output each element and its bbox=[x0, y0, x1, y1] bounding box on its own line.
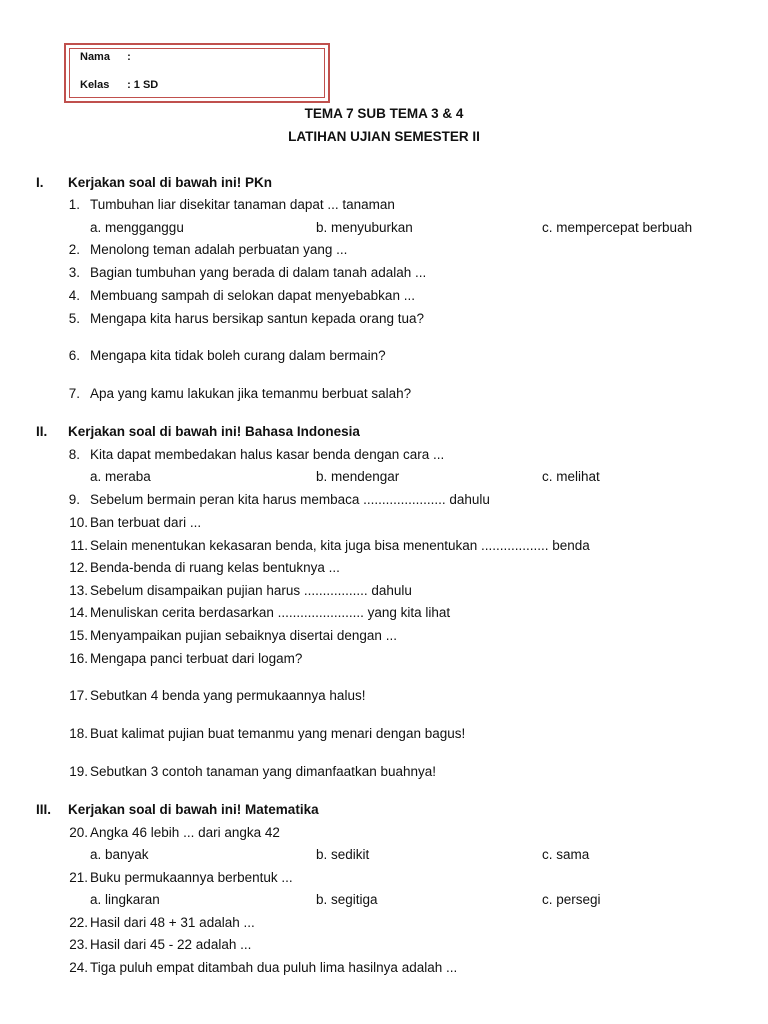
question-text: Mengapa panci terbuat dari logam? bbox=[90, 651, 303, 666]
answer-option: c. mempercepat berbuah bbox=[542, 220, 693, 235]
section-number: I. bbox=[36, 175, 44, 190]
answer-option: b. mendengar bbox=[316, 469, 400, 484]
question-text: Sebutkan 4 benda yang permukaannya halus! bbox=[90, 688, 366, 703]
question-number: 2. bbox=[68, 242, 80, 257]
question-number: 9. bbox=[68, 492, 80, 507]
question-number: 6. bbox=[68, 348, 80, 363]
question-text: Apa yang kamu lakukan jika temanmu berbuat salah? bbox=[90, 386, 412, 401]
question-number: 21. bbox=[69, 870, 88, 885]
section-title: Kerjakan soal di bawah ini! PKn bbox=[68, 175, 273, 190]
section-title: Kerjakan soal di bawah ini! Matematika bbox=[68, 802, 319, 817]
question-number: 13. bbox=[69, 583, 88, 598]
question-text: Kita dapat membedakan halus kasar benda dengan cara ... bbox=[90, 447, 445, 462]
answer-option: c. melihat bbox=[542, 469, 600, 484]
question-text: Hasil dari 48 + 31 adalah ... bbox=[90, 915, 255, 930]
kelas-row bbox=[80, 79, 158, 91]
nama-row bbox=[80, 51, 131, 63]
section-title: Kerjakan soal di bawah ini! Bahasa Indonesia bbox=[68, 424, 360, 439]
answer-option: b. menyuburkan bbox=[316, 220, 413, 235]
question-number: 11. bbox=[70, 538, 88, 553]
section-number: II. bbox=[36, 424, 48, 439]
answer-option: a. banyak bbox=[90, 847, 149, 862]
question-text: Mengapa kita tidak boleh curang dalam bermain? bbox=[90, 348, 386, 363]
question-number: 5. bbox=[68, 311, 80, 326]
nama-separator: : bbox=[127, 51, 131, 63]
page-subtitle: LATIHAN UJIAN SEMESTER II bbox=[288, 129, 480, 144]
question-number: 14. bbox=[69, 605, 88, 620]
question-number: 12. bbox=[69, 560, 88, 575]
question-number: 15. bbox=[69, 628, 88, 643]
question-text: Sebelum disampaikan pujian harus ................. dahulu bbox=[90, 583, 412, 598]
question-text: Selain menentukan kekasaran benda, kita juga bisa menentukan .................. benda bbox=[90, 538, 590, 553]
answer-option: b. sedikit bbox=[316, 847, 370, 862]
answer-option: a. lingkaran bbox=[90, 892, 160, 907]
answer-option: b. segitiga bbox=[316, 892, 378, 907]
question-number: 4. bbox=[68, 288, 80, 303]
question-text: Menolong teman adalah perbuatan yang ... bbox=[90, 242, 348, 257]
question-text: Membuang sampah di selokan dapat menyebabkan ... bbox=[90, 288, 415, 303]
question-number: 16. bbox=[69, 651, 88, 666]
question-text: Bagian tumbuhan yang berada di dalam tanah adalah ... bbox=[90, 265, 427, 280]
question-number: 23. bbox=[69, 937, 88, 952]
question-text: Sebelum bermain peran kita harus membaca ...................... dahulu bbox=[90, 492, 490, 507]
question-text: Tumbuhan liar disekitar tanaman dapat ... tanaman bbox=[90, 197, 395, 212]
answer-option: c. sama bbox=[542, 847, 590, 862]
question-text: Hasil dari 45 - 22 adalah ... bbox=[90, 937, 252, 952]
answer-option: c. persegi bbox=[542, 892, 601, 907]
question-text: Buat kalimat pujian buat temanmu yang menari dengan bagus! bbox=[90, 726, 466, 741]
question-number: 1. bbox=[68, 197, 80, 212]
identity-box bbox=[64, 43, 330, 103]
question-number: 3. bbox=[68, 265, 80, 280]
question-text: Menyampaikan pujian sebaiknya disertai dengan ... bbox=[90, 628, 397, 643]
question-number: 20. bbox=[69, 825, 88, 840]
question-number: 10. bbox=[69, 515, 88, 530]
question-text: Menuliskan cerita berdasarkan ....................... yang kita lihat bbox=[90, 605, 451, 620]
question-number: 22. bbox=[69, 915, 88, 930]
answer-option: a. mengganggu bbox=[90, 220, 184, 235]
question-number: 8. bbox=[68, 447, 80, 462]
page-title: TEMA 7 SUB TEMA 3 & 4 bbox=[304, 106, 464, 121]
section-number: III. bbox=[36, 802, 52, 817]
question-text: Sebutkan 3 contoh tanaman yang dimanfaatkan buahnya! bbox=[90, 764, 437, 779]
question-text: Buku permukaannya berbentuk ... bbox=[90, 870, 293, 885]
question-number: 18. bbox=[69, 726, 88, 741]
question-text: Tiga puluh empat ditambah dua puluh lima hasilnya adalah ... bbox=[90, 960, 458, 975]
nama-label: Nama bbox=[80, 51, 110, 63]
kelas-label: Kelas bbox=[80, 79, 110, 91]
question-text: Benda-benda di ruang kelas bentuknya ... bbox=[90, 560, 340, 575]
question-number: 17. bbox=[69, 688, 88, 703]
kelas-value: : 1 SD bbox=[127, 79, 159, 91]
question-text: Mengapa kita harus bersikap santun kepada orang tua? bbox=[90, 311, 424, 326]
question-number: 24. bbox=[69, 960, 88, 975]
question-number: 7. bbox=[68, 386, 80, 401]
question-number: 19. bbox=[69, 764, 88, 779]
question-text: Ban terbuat dari ... bbox=[90, 515, 202, 530]
answer-option: a. meraba bbox=[90, 469, 151, 484]
question-text: Angka 46 lebih ... dari angka 42 bbox=[90, 825, 280, 840]
